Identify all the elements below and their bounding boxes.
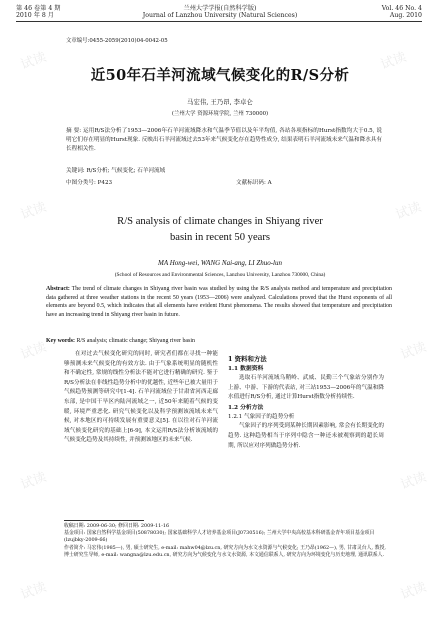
abstract-en-label: Abstract: — [46, 286, 70, 292]
clc-number: 中图分类号: P423 — [66, 180, 113, 186]
abstract-en — [46, 285, 392, 319]
affiliation-cn: (兰州大学 资源环境学院, 兰州 730000) — [171, 111, 269, 117]
watermark: 试读 — [398, 579, 429, 603]
watermark: 试读 — [378, 49, 409, 73]
title-en-line1: R/S analysis of climate changes in Shiyang river — [117, 216, 323, 227]
footnote-author: 作者简介: 马宏伟(1985—), 男, 硕士研究生, e-mail: mahw04@lzu.cn, 研究方向为水文水资源与气候变化; 王乃昂(1962—), 男, 甘肃灵台人, 教授, 博士研究生导师, e-mail: wangna@lzu.edu.cn, 研究方向为气候变化与水文水资源, 本文通信联系人, 研究方向为环境变化与历史地理, 通讯联系人. — [64, 544, 386, 558]
keywords-en — [46, 337, 392, 346]
section-1-heading: 1 资料和方法 — [228, 355, 267, 363]
title-cn: 近50年石羊河流域气候变化的R/S分析 — [90, 67, 350, 84]
document-code: 文献标识码: A — [236, 180, 272, 186]
watermark: 试读 — [398, 469, 429, 493]
journal-name-cn: 兰州大学学报(自然科学版) — [183, 5, 257, 12]
keywords-en-text: R/S analysis; climatic change; Shiyang river basin — [76, 338, 195, 344]
section-1-1-text: 选取石羊河流域乌鞘岭、武威、民勤三个气象站分别作为上游、中游、下游的代表站, 对三站1953—2006年的气温和降水值进行R/S分析, 通过计算Hurst指数分析持续性. — [228, 375, 384, 401]
watermark: 试读 — [398, 339, 429, 363]
right-column — [228, 354, 384, 451]
footnote — [64, 523, 388, 559]
footnote-rule — [64, 520, 144, 521]
watermark: 试读 — [18, 469, 49, 493]
watermark: 试读 — [18, 199, 49, 223]
keywords-en-label: Key words: — [46, 338, 75, 344]
intro-paragraph: 在对过去气候变化研究的同时, 研究者们都在寻找一种能够预测未来气候变化的有效方法. 由于气象系统明显的随机性和不确定性, 常规的线性分析法不能对它进行精确的研究. 鉴于R/S分析法在非线性趋势分析中的优越性, 近些年已被大量用于气候趋势预测等研究中[1-4]. 石羊河流域位于甘肃省河西走廊东部, 是中国干旱区内陆河流域之一, 近50年来随着气候的变暖, 环境严重恶化. 研究气候变化以及科学预测该流域未来气候, 对本地区的可持续发展有重要意义[5]. 在以往对石羊河流域气候变化研究的基础上[6-9], 本文运用R/S法分析该流域的气候变化趋势及其持续性, 并预测该地区的未来气候. — [64, 351, 218, 444]
journal-name — [110, 5, 330, 19]
issue-info — [16, 5, 60, 19]
title-en-line2: basin in recent 50 years — [169, 232, 270, 243]
section-1-2-1-heading: 1.2.1 气象因子的趋势分析 — [228, 413, 295, 420]
section-1-2-heading: 1.2 分析方法 — [228, 404, 264, 411]
abstract-cn: 摘 要: 运用R/S法分析了1953—2006年石羊河流域降水和气温季节值以及年平均值, 各站各项指标的Hurst指数均大于0.5, 说明它们存在明显的Hurst现象. 反映出石羊河流域过去53年来气候变化存在趋势性成分, 结果表明石羊河流域未来气温和降水具有长程相关性. — [66, 128, 382, 153]
journal-name-en: Journal of Lanzhou University (Natural Sciences) — [142, 12, 298, 20]
keywords-cn: 关键词: R/S分析; 气候变化; 石羊河流域 — [66, 168, 166, 174]
watermark: 试读 — [18, 579, 49, 603]
issue-date: 2010 年 8 月 — [16, 12, 54, 20]
watermark: 试读 — [18, 49, 49, 73]
section-1-1-heading: 1.1 数据资料 — [228, 366, 264, 372]
authors-cn: 马宏伟, 王乃昂, 李卓仑 — [187, 98, 253, 106]
abstract-en-text: The trend of climate changes in Shiyang river basin was studied by using the R/S analysis method and temperature and precipitation data gathered at three weather stations in the recent 50 years (1953—2006) were analyzed. Calculations proved that the Hurst exponents of all elements are beyond 0.5, which indicates that all elements have evident Hurst phenomena. The results showed that temperature and precipitation have an increasing trend in Shiyang river basin in future. — [46, 286, 392, 318]
header-rule — [16, 21, 422, 22]
volume-info-en — [382, 5, 422, 19]
footnote-fund: 基金项目: 国家自然科学基金项目(50878030); 国家基础科学人才培养基金项目(J0730516); 兰州大学中央高校基本科研基金青年项目基金项目(lzujbky-2009-66) — [64, 530, 375, 544]
article-number: 文章编号:0455-2059(2010)04-0042-05 — [66, 38, 168, 44]
date-en: Aug. 2010 — [389, 12, 422, 20]
watermark: 试读 — [393, 199, 424, 223]
volume-issue: 第 46 卷第 4 期 — [16, 5, 61, 12]
volume-en: Vol. 46 No. 4 — [381, 5, 422, 12]
section-1-2-1-text: 气象因子的序列受到某种长期因素影响, 常会有长期变化的趋势. 这种趋势相当于序列中隐含一种还未被观察到的超长周期, 所以应对序列做趋势分析. — [228, 423, 384, 449]
authors-en: MA Hong-wei, WANG Nai-ang, LI Zhuo-lun — [157, 259, 283, 267]
affiliation-en: (School of Resources and Environmental Sciences, Lanzhou University, Lanzhou 730000, China) — [114, 272, 326, 278]
footnote-received: 收稿日期: 2009-06-30; 修回日期: 2009-11-16 — [64, 523, 170, 529]
watermark: 试读 — [18, 339, 49, 363]
